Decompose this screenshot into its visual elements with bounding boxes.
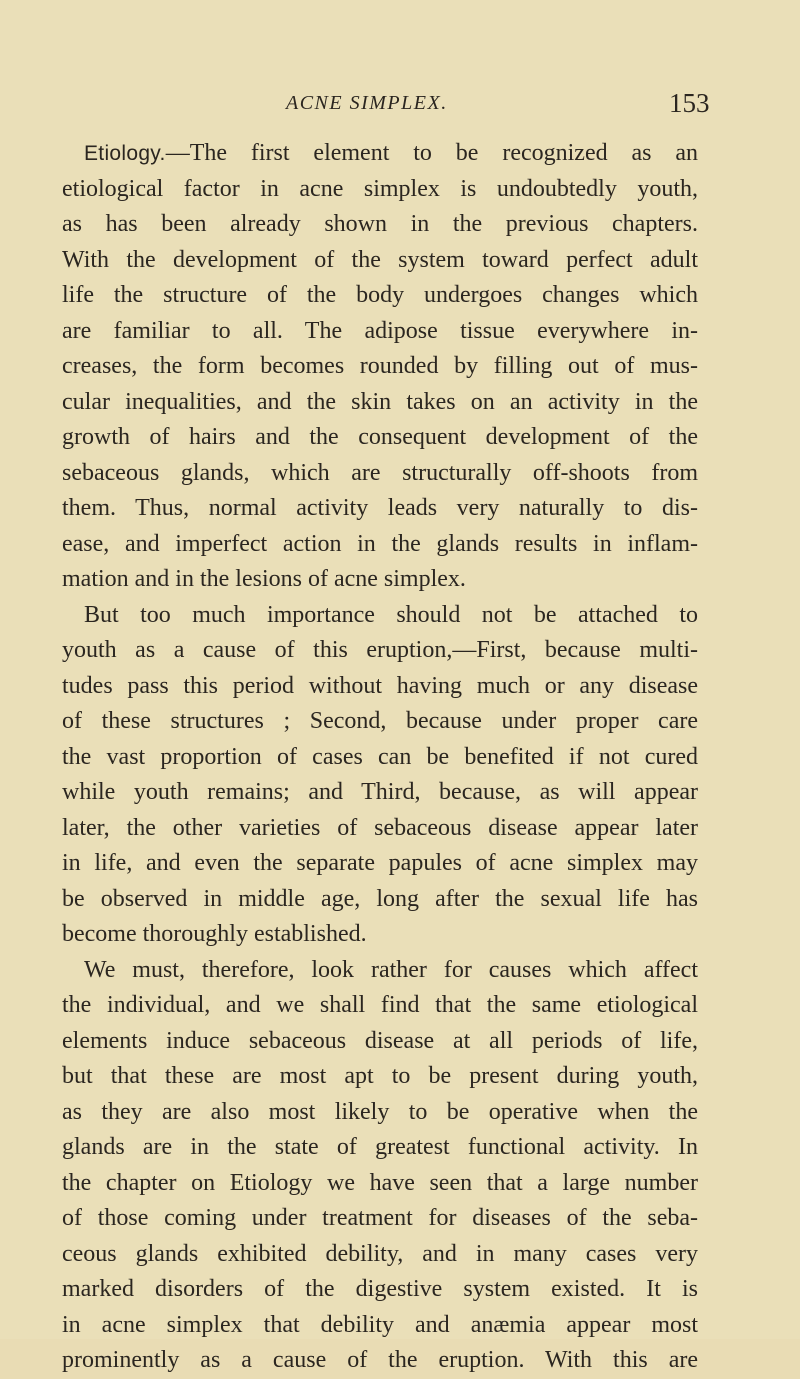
- text-line: sebaceous glands, which are structurally off-shoots from: [62, 459, 698, 486]
- text-line: as they are also most likely to be operative when the: [62, 1098, 698, 1125]
- text-line: [62, 136, 698, 172]
- text-line: marked disorders of the digestive system existed. It is: [62, 1276, 698, 1302]
- text-line: ceous glands exhibited debility, and in many cases very: [62, 1240, 698, 1267]
- text-line: mation and in the lesions of acne simplex.: [62, 566, 466, 592]
- text-line-content: —The first element to be recognized as an: [165, 140, 698, 166]
- running-head: [0, 88, 800, 126]
- text-line: be observed in middle age, long after the sexual life has: [62, 885, 698, 912]
- text-line: become thoroughly established.: [62, 921, 367, 947]
- text-line: growth of hairs and the consequent development of the: [62, 424, 698, 450]
- text-line: With the development of the system toward perfect adult: [62, 246, 698, 273]
- page-number: 153: [669, 88, 710, 118]
- text-line: of those coming under treatment for diseases of the seba-: [62, 1205, 698, 1231]
- text-line: of these structures ; Second, because under proper care: [62, 708, 698, 734]
- text-line: as has been already shown in the previous chapters.: [62, 211, 698, 237]
- text-line: while youth remains; and Third, because, as will appear: [62, 779, 698, 805]
- text-line: are familiar to all. The adipose tissue everywhere in-: [62, 317, 698, 344]
- text-line: ease, and imperfect action in the glands results in inflam-: [62, 530, 698, 557]
- text-line: tudes pass this period without having much or any disease: [62, 672, 698, 699]
- text-line: later, the other varieties of sebaceous disease appear later: [62, 814, 698, 841]
- body-text: [62, 136, 698, 1379]
- section-heading: Etiology.: [84, 142, 166, 165]
- text-line: glands are in the state of greatest functional activity. In: [62, 1134, 698, 1160]
- text-line: We must, therefore, look rather for causes which affect: [84, 956, 698, 983]
- running-head-title: ACNE SIMPLEX.: [286, 92, 448, 114]
- text-line: but that these are most apt to be present during youth,: [62, 1063, 698, 1089]
- text-line: elements induce sebaceous disease at all periods of life,: [62, 1027, 698, 1054]
- text-line: the vast proportion of cases can be benefited if not cured: [62, 743, 698, 770]
- text-line: cular inequalities, and the skin takes on an activity in the: [62, 388, 698, 415]
- text-line: life the structure of the body undergoes changes which: [62, 282, 698, 308]
- text-line: the individual, and we shall find that the same etiological: [62, 992, 698, 1018]
- text-line: prominently as a cause of the eruption. With this are: [62, 1347, 698, 1373]
- text-line: creases, the form becomes rounded by filling out of mus-: [62, 353, 698, 379]
- text-line: in acne simplex that debility and anæmia appear most: [62, 1311, 698, 1338]
- text-line: them. Thus, normal activity leads very naturally to dis-: [62, 495, 698, 521]
- text-line: in life, and even the separate papules of acne simplex may: [62, 850, 698, 876]
- text-line: the chapter on Etiology we have seen that a large number: [62, 1169, 698, 1196]
- text-line: youth as a cause of this eruption,—First, because multi-: [62, 637, 698, 663]
- text-line: etiological factor in acne simplex is undoubtedly youth,: [62, 175, 698, 202]
- text-line: But too much importance should not be attached to: [84, 601, 698, 628]
